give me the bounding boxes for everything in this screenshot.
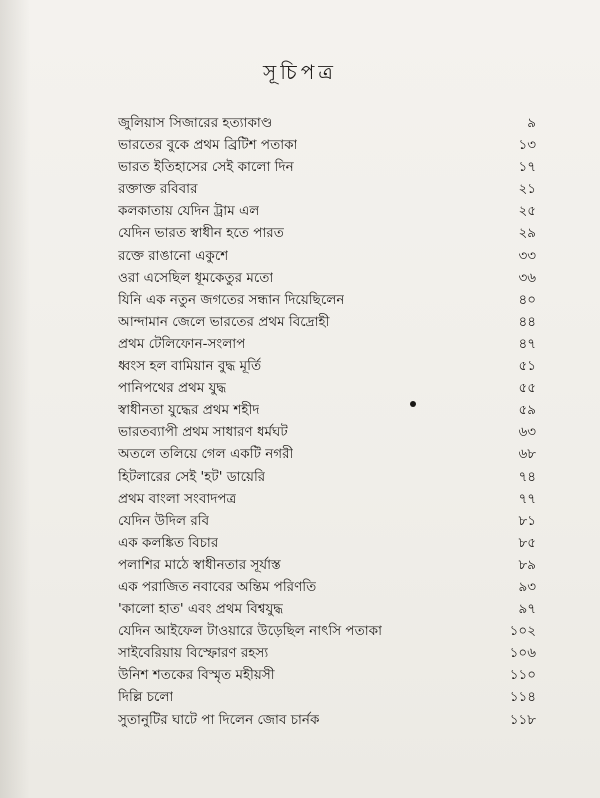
- toc-entry: [118, 709, 538, 731]
- toc-entry-title: স্বাধীনতা যুদ্ধের প্রথম শহীদ: [118, 402, 260, 419]
- toc-entry: [118, 598, 538, 620]
- toc-entry-page-number: ১১৮: [509, 711, 536, 728]
- toc-entry-title: যিনি এক নতুন জগতের সন্ধান দিয়েছিলেন: [118, 291, 345, 308]
- toc-entry-page-number: ৬৩: [518, 424, 536, 441]
- toc-entry-title: হিটলারের সেই 'হট' ডায়েরি: [118, 468, 266, 485]
- toc-entry-page-number: ২৯: [518, 225, 536, 242]
- toc-entry: [118, 620, 538, 642]
- toc-entry: [118, 532, 538, 554]
- toc-entry: [118, 421, 538, 443]
- toc-entry: [118, 399, 538, 421]
- toc-entry-page-number: ৭৪: [518, 468, 536, 485]
- toc-entry-page-number: ১০৬: [509, 645, 536, 662]
- toc-entry-page-number: ১১৪: [509, 689, 536, 706]
- toc-entry: [118, 576, 538, 598]
- toc-entry: [118, 466, 538, 488]
- toc-entry-title: প্রথম টেলিফোন-সংলাপ: [118, 335, 246, 352]
- toc-entry: [118, 664, 538, 686]
- toc-entry: [118, 686, 538, 708]
- toc-entry-title: ধ্বংস হল বামিয়ান বুদ্ধ মূর্তি: [118, 358, 262, 375]
- toc-entry-title: যেদিন আইফেল টাওয়ারে উড়েছিল নাৎসি পতাকা: [118, 623, 382, 640]
- toc-entry-page-number: ৪৭: [518, 335, 536, 352]
- toc-entry: [118, 488, 538, 510]
- toc-entry: [118, 333, 538, 355]
- ink-dot: [410, 401, 416, 407]
- toc-entry-page-number: ৫৫: [518, 380, 536, 397]
- toc-entry-page-number: ৯৭: [518, 601, 536, 618]
- toc-entry-title: উনিশ শতকের বিস্মৃত মহীয়সী: [118, 667, 275, 684]
- page-title: সূচিপত্র: [263, 60, 337, 84]
- toc-entry: [118, 222, 538, 244]
- toc-entry: [118, 134, 538, 156]
- toc-entry: [118, 289, 538, 311]
- toc-entry-title: রক্তে রাঙানো একুশে: [118, 247, 229, 264]
- toc-entry: [118, 267, 538, 289]
- toc-entry-title: প্রথম বাংলা সংবাদপত্র: [118, 490, 237, 507]
- toc-entry-title: কলকাতায় যেদিন ট্রাম এল: [118, 203, 260, 220]
- toc-entry: [118, 178, 538, 200]
- toc-entry: [118, 311, 538, 333]
- toc-entry-page-number: ৮১: [518, 512, 536, 529]
- toc-entry-title: এক কলঙ্কিত বিচার: [118, 534, 219, 551]
- toc-entry-title: পানিপথের প্রথম যুদ্ধ: [118, 380, 227, 397]
- toc-entry: [118, 245, 538, 267]
- toc-entry-page-number: ৫১: [518, 358, 536, 375]
- toc-entry: [118, 554, 538, 576]
- toc-entry-title: ভারতের বুকে প্রথম ব্রিটিশ পতাকা: [118, 137, 298, 154]
- toc-entry-page-number: ১০২: [509, 623, 536, 640]
- toc-entry-title: সুতানুটির ঘাটে পা দিলেন জোব চার্নক: [118, 711, 320, 728]
- spine-shadow: [0, 0, 30, 798]
- table-of-contents: [118, 112, 538, 731]
- toc-entry-title: যেদিন ভারত স্বাধীন হতে পারত: [118, 225, 284, 242]
- toc-entry-title: সাইবেরিয়ায় বিস্ফোরণ রহস্য: [118, 645, 269, 662]
- toc-entry-page-number: ১৩: [518, 137, 536, 154]
- toc-entry-title: 'কালো হাত' এবং প্রথম বিশ্বযুদ্ধ: [118, 601, 284, 618]
- toc-entry: [118, 642, 538, 664]
- toc-entry-title: ভারতব্যাপী প্রথম সাধারণ ধর্মঘট: [118, 424, 288, 441]
- toc-entry-page-number: ৪৪: [518, 313, 536, 330]
- toc-entry: [118, 112, 538, 134]
- toc-entry-title: এক পরাজিত নবাবের অন্তিম পরিণতি: [118, 578, 317, 595]
- toc-entry: [118, 510, 538, 532]
- toc-entry-title: পলাশির মাঠে স্বাধীনতার সূর্যাস্ত: [118, 556, 281, 573]
- toc-entry: [118, 377, 538, 399]
- toc-entry-page-number: ৬৮: [518, 446, 536, 463]
- toc-entry-page-number: ৮৫: [518, 534, 536, 551]
- toc-entry-title: যেদিন উদিল রবি: [118, 512, 210, 529]
- toc-entry: [118, 355, 538, 377]
- toc-entry-title: দিল্লি চলো: [118, 689, 174, 706]
- toc-entry-page-number: ৩৬: [518, 269, 536, 286]
- toc-entry-page-number: ৪০: [518, 291, 536, 308]
- toc-entry-page-number: ১১০: [509, 667, 536, 684]
- toc-entry-page-number: ৮৯: [518, 556, 536, 573]
- toc-entry-title: ওরা এসেছিল ধূমকেতুর মতো: [118, 269, 274, 286]
- toc-entry-title: আন্দামান জেলে ভারতের প্রথম বিদ্রোহী: [118, 313, 330, 330]
- toc-entry-page-number: ৩৩: [518, 247, 536, 264]
- toc-entry-title: অতলে তলিয়ে গেল একটি নগরী: [118, 446, 294, 463]
- toc-entry-page-number: ৭৭: [518, 490, 536, 507]
- toc-entry: [118, 443, 538, 465]
- toc-entry-page-number: ৫৯: [518, 402, 536, 419]
- toc-entry-page-number: ২১: [518, 181, 536, 198]
- toc-entry-title: রক্তাক্ত রবিবার: [118, 181, 198, 198]
- toc-entry: [118, 200, 538, 222]
- toc-entry-page-number: ৯৩: [518, 578, 536, 595]
- toc-entry-title: জুলিয়াস সিজারের হত্যাকাণ্ড: [118, 115, 273, 131]
- toc-entry: [118, 156, 538, 178]
- toc-entry-page-number: ৯: [527, 115, 536, 131]
- toc-entry-page-number: ১৭: [518, 159, 536, 176]
- toc-entry-title: ভারত ইতিহাসের সেই কালো দিন: [118, 159, 294, 176]
- toc-entry-page-number: ২৫: [518, 203, 536, 220]
